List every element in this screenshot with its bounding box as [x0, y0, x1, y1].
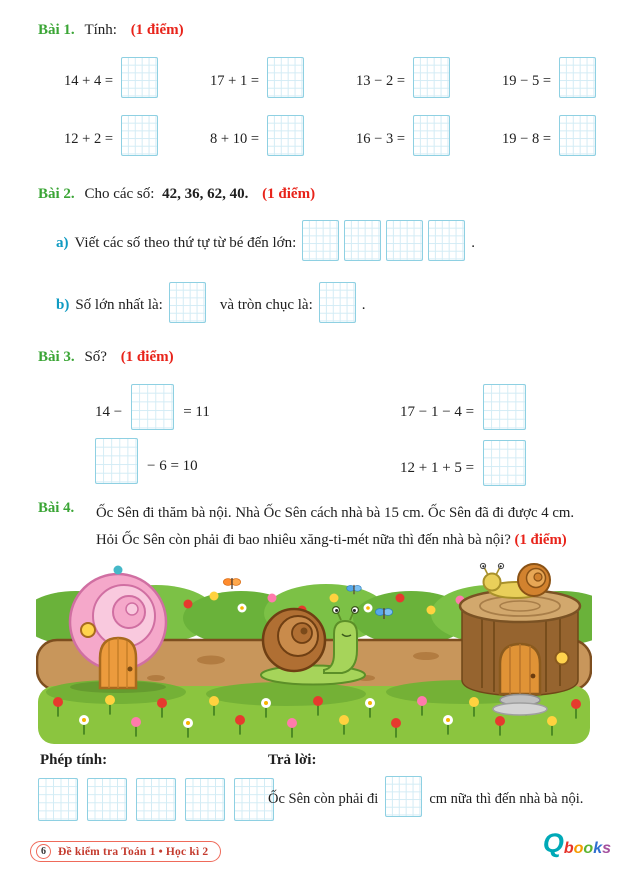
- bai2-a-period: .: [471, 235, 476, 251]
- bai2-b-label: b): [56, 297, 70, 313]
- equation-group: [484, 115, 596, 156]
- equation-text: 17 − 1 − 4 =: [400, 404, 475, 420]
- bai3-equation-1: [95, 384, 210, 430]
- bai3-title: Số?: [84, 349, 107, 365]
- phep-tinh-boxes: [38, 778, 274, 821]
- answer-box[interactable]: [185, 778, 225, 821]
- answer-box[interactable]: [38, 778, 78, 821]
- bai2-a-text: Viết các số theo thứ tự từ bé đến lớn:: [74, 235, 297, 251]
- snail-on-stump-icon: [480, 563, 550, 598]
- bai1-header: [38, 22, 184, 39]
- bai2-intro: Cho các số:: [84, 186, 155, 202]
- bai1-label: Bài 1.: [38, 22, 75, 38]
- logo-letter: b: [563, 840, 574, 857]
- answer-prefix: Ốc Sên còn phải đi: [268, 791, 379, 807]
- equation-text: − 6 = 10: [147, 458, 198, 474]
- bai4-text: [96, 500, 574, 554]
- equation-text: 13 − 2 =: [356, 73, 405, 89]
- answer-box[interactable]: [386, 220, 423, 261]
- equation-group: [46, 57, 158, 98]
- answer-box[interactable]: [302, 220, 339, 261]
- bai3-label: Bài 3.: [38, 349, 75, 365]
- equation-text: 12 + 1 + 5 =: [400, 460, 475, 476]
- answer-box[interactable]: [136, 778, 176, 821]
- equation-text: 19 − 8 =: [502, 131, 551, 147]
- answer-box[interactable]: [428, 220, 465, 261]
- equation-text: = 11: [183, 404, 210, 420]
- bai4-label: Bài 4.: [38, 500, 75, 516]
- equation-group: [192, 115, 304, 156]
- answer-box[interactable]: [121, 115, 158, 156]
- equation-group: [192, 57, 304, 98]
- answer-box[interactable]: [267, 57, 304, 98]
- bai1-row-1: [46, 57, 596, 98]
- bai3-equation-3: [95, 438, 198, 484]
- qbooks-logo: [543, 830, 611, 857]
- answer-box[interactable]: [559, 57, 596, 98]
- answer-box[interactable]: [483, 440, 526, 486]
- bai4-illustration: [36, 560, 592, 753]
- bai2-a-label: a): [56, 235, 69, 251]
- equation-group: [46, 115, 158, 156]
- bai4-line1: Ốc Sên đi thăm bà nội. Nhà Ốc Sên cách nhà bà 15 cm. Ốc Sên đã đi được 4 cm.: [96, 505, 575, 521]
- equation-text: 19 − 5 =: [502, 73, 551, 89]
- answer-box[interactable]: [267, 115, 304, 156]
- bai4-line2-wrap: [96, 527, 574, 554]
- logo-letter: s: [602, 840, 611, 857]
- answer-box[interactable]: [319, 282, 356, 323]
- answer-box[interactable]: [169, 282, 206, 323]
- equation-text: 8 + 10 =: [210, 131, 259, 147]
- page-number: 6: [36, 844, 51, 859]
- logo-letter: o: [573, 840, 584, 857]
- tra-loi-label: Trả lời:: [268, 752, 317, 768]
- logo-letter: Q: [542, 828, 564, 858]
- answer-box[interactable]: [413, 115, 450, 156]
- answer-box[interactable]: [385, 776, 422, 817]
- answer-box[interactable]: [413, 57, 450, 98]
- equation-text: 17 + 1 =: [210, 73, 259, 89]
- answer-box[interactable]: [95, 438, 138, 484]
- equation-text: 12 + 2 =: [64, 131, 113, 147]
- bai3-header: [38, 349, 174, 366]
- bai2-b-period: .: [361, 297, 366, 313]
- bai3-points: (1 điểm): [120, 349, 174, 365]
- bai4-points: (1 điểm): [514, 532, 567, 548]
- equation-text: 14 −: [95, 404, 123, 420]
- answer-box[interactable]: [483, 384, 526, 430]
- bai2-b-text1: Số lớn nhất là:: [75, 297, 163, 313]
- bai4-line2: Hỏi Ốc Sên còn phải đi bao nhiêu xăng-ti-mét nữa thì đến nhà bà nội?: [96, 532, 511, 548]
- bai2-part-b: [56, 282, 366, 323]
- bai1-points: (1 điểm): [130, 22, 184, 38]
- bai3-equation-4: [400, 440, 526, 486]
- footer-title: Đề kiểm tra Toán 1 • Học kì 2: [58, 845, 209, 858]
- answer-box[interactable]: [131, 384, 174, 430]
- equation-group: [484, 57, 596, 98]
- bai2-b-text2: và tròn chục là:: [219, 297, 313, 313]
- phep-tinh-label: Phép tính:: [40, 752, 108, 768]
- answer-box[interactable]: [344, 220, 381, 261]
- bai4-question: [38, 500, 618, 554]
- bai1-row-2: [46, 115, 596, 156]
- answer-suffix: cm nữa thì đến nhà bà nội.: [429, 791, 584, 807]
- logo-letter: k: [593, 840, 603, 857]
- equation-text: 16 − 3 =: [356, 131, 405, 147]
- bai2-points: (1 điểm): [262, 186, 316, 202]
- bai2-part-a: [56, 220, 475, 261]
- snail-garden-scene-illustration: [36, 560, 592, 748]
- footer-badge: [30, 841, 221, 862]
- logo-letter: o: [583, 840, 594, 857]
- tra-loi-line: [268, 776, 583, 817]
- equation-group: [338, 115, 450, 156]
- answer-box[interactable]: [121, 57, 158, 98]
- answer-box[interactable]: [559, 115, 596, 156]
- bai2-a-answer-boxes: [302, 220, 465, 261]
- butterfly-icon: [223, 578, 240, 589]
- equation-group: [338, 57, 450, 98]
- bai2-header: [38, 186, 315, 203]
- equation-text: 14 + 4 =: [64, 73, 113, 89]
- bai2-label: Bài 2.: [38, 186, 75, 202]
- bai1-title: Tính:: [84, 22, 117, 38]
- bai2-numbers: 42, 36, 62, 40.: [162, 186, 249, 202]
- bai3-equation-2: [400, 384, 526, 430]
- answer-box[interactable]: [87, 778, 127, 821]
